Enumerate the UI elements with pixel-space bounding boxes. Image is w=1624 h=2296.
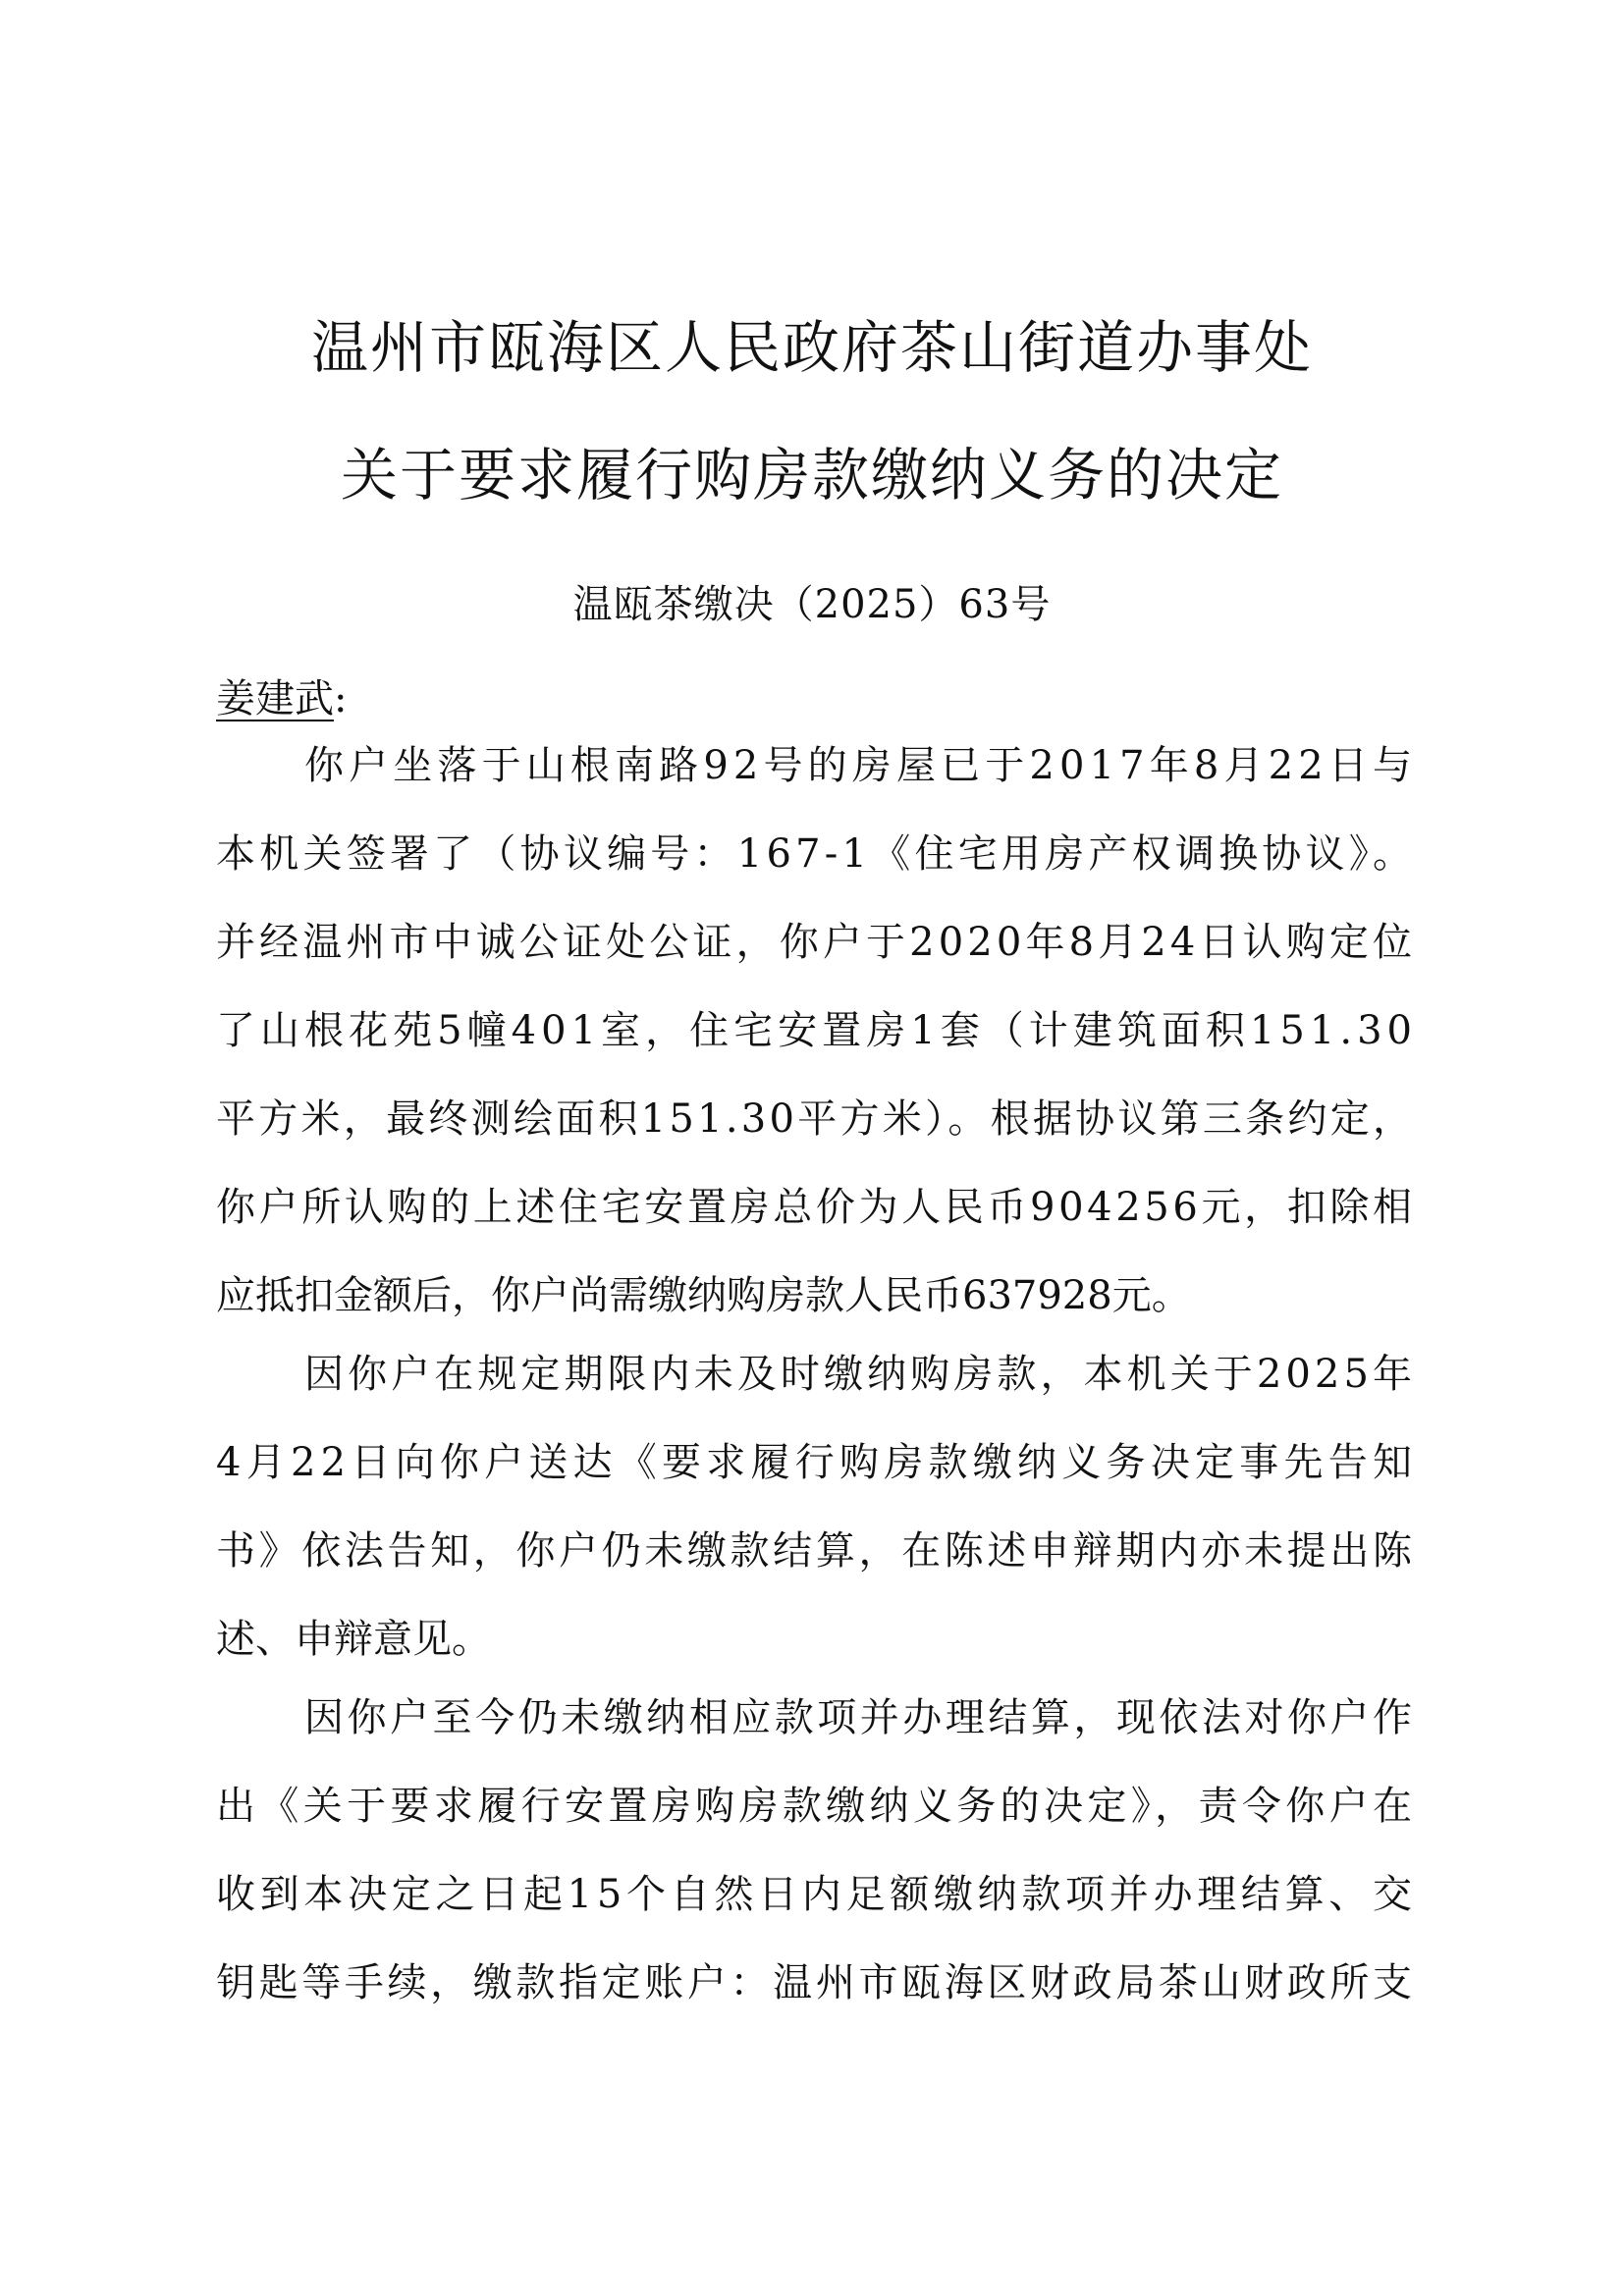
body-line: 应抵扣金额后，你户尚需缴纳购房款人民币637928元。 bbox=[216, 1273, 1191, 1318]
body-line: 述、申辩意见。 bbox=[216, 1617, 491, 1662]
body-line: 因你户在规定期限内未及时缴纳购房款，本机关于2025年 bbox=[304, 1352, 1417, 1397]
document-title-line-1: 温州市瓯海区人民政府茶山街道办事处 bbox=[310, 314, 1313, 381]
body-line: 本机关签署了（协议编号：167-1《住宅用房产权调换协议》。 bbox=[216, 831, 1417, 877]
body-line: 收到本决定之日起15个自然日内足额缴纳款项并办理结算、交 bbox=[216, 1872, 1417, 1917]
addressee-name: 姜建武 bbox=[216, 676, 334, 721]
body-line: 书》依法告知，你户仍未缴款结算，在陈述申辩期内亦未提出陈 bbox=[216, 1528, 1416, 1574]
body-line: 并经温州市中诚公证处公证，你户于2020年8月24日认购定位 bbox=[216, 920, 1417, 965]
body-line: 因你户至今仍未缴纳相应款项并办理结算，现依法对你户作 bbox=[304, 1695, 1416, 1740]
body-line: 出《关于要求履行安置房购房款缴纳义务的决定》，责令你户在 bbox=[216, 1784, 1417, 1829]
body-line: 了山根花苑5幢401室，住宅安置房1套（计建筑面积151.30 bbox=[216, 1008, 1418, 1053]
body-line: 4月22日向你户送达《要求履行购房款缴纳义务决定事先告知 bbox=[216, 1440, 1418, 1485]
body-line: 钥匙等手续，缴款指定账户：温州市瓯海区财政局茶山财政所支 bbox=[216, 1960, 1416, 2005]
document-number: 温瓯茶缴决（2025）63号 bbox=[572, 582, 1052, 627]
body-line: 平方米，最终测绘面积151.30平方米）。根据协议第三条约定， bbox=[216, 1096, 1416, 1142]
body-line: 你户坐落于山根南路92号的房屋已于2017年8月22日与 bbox=[304, 743, 1418, 788]
document-title-line-2: 关于要求履行购房款缴纳义务的决定 bbox=[340, 442, 1283, 508]
body-line: 你户所认购的上述住宅安置房总价为人民币904256元，扣除相 bbox=[216, 1185, 1416, 1230]
addressee bbox=[216, 667, 347, 723]
addressee-colon: : bbox=[334, 676, 348, 721]
